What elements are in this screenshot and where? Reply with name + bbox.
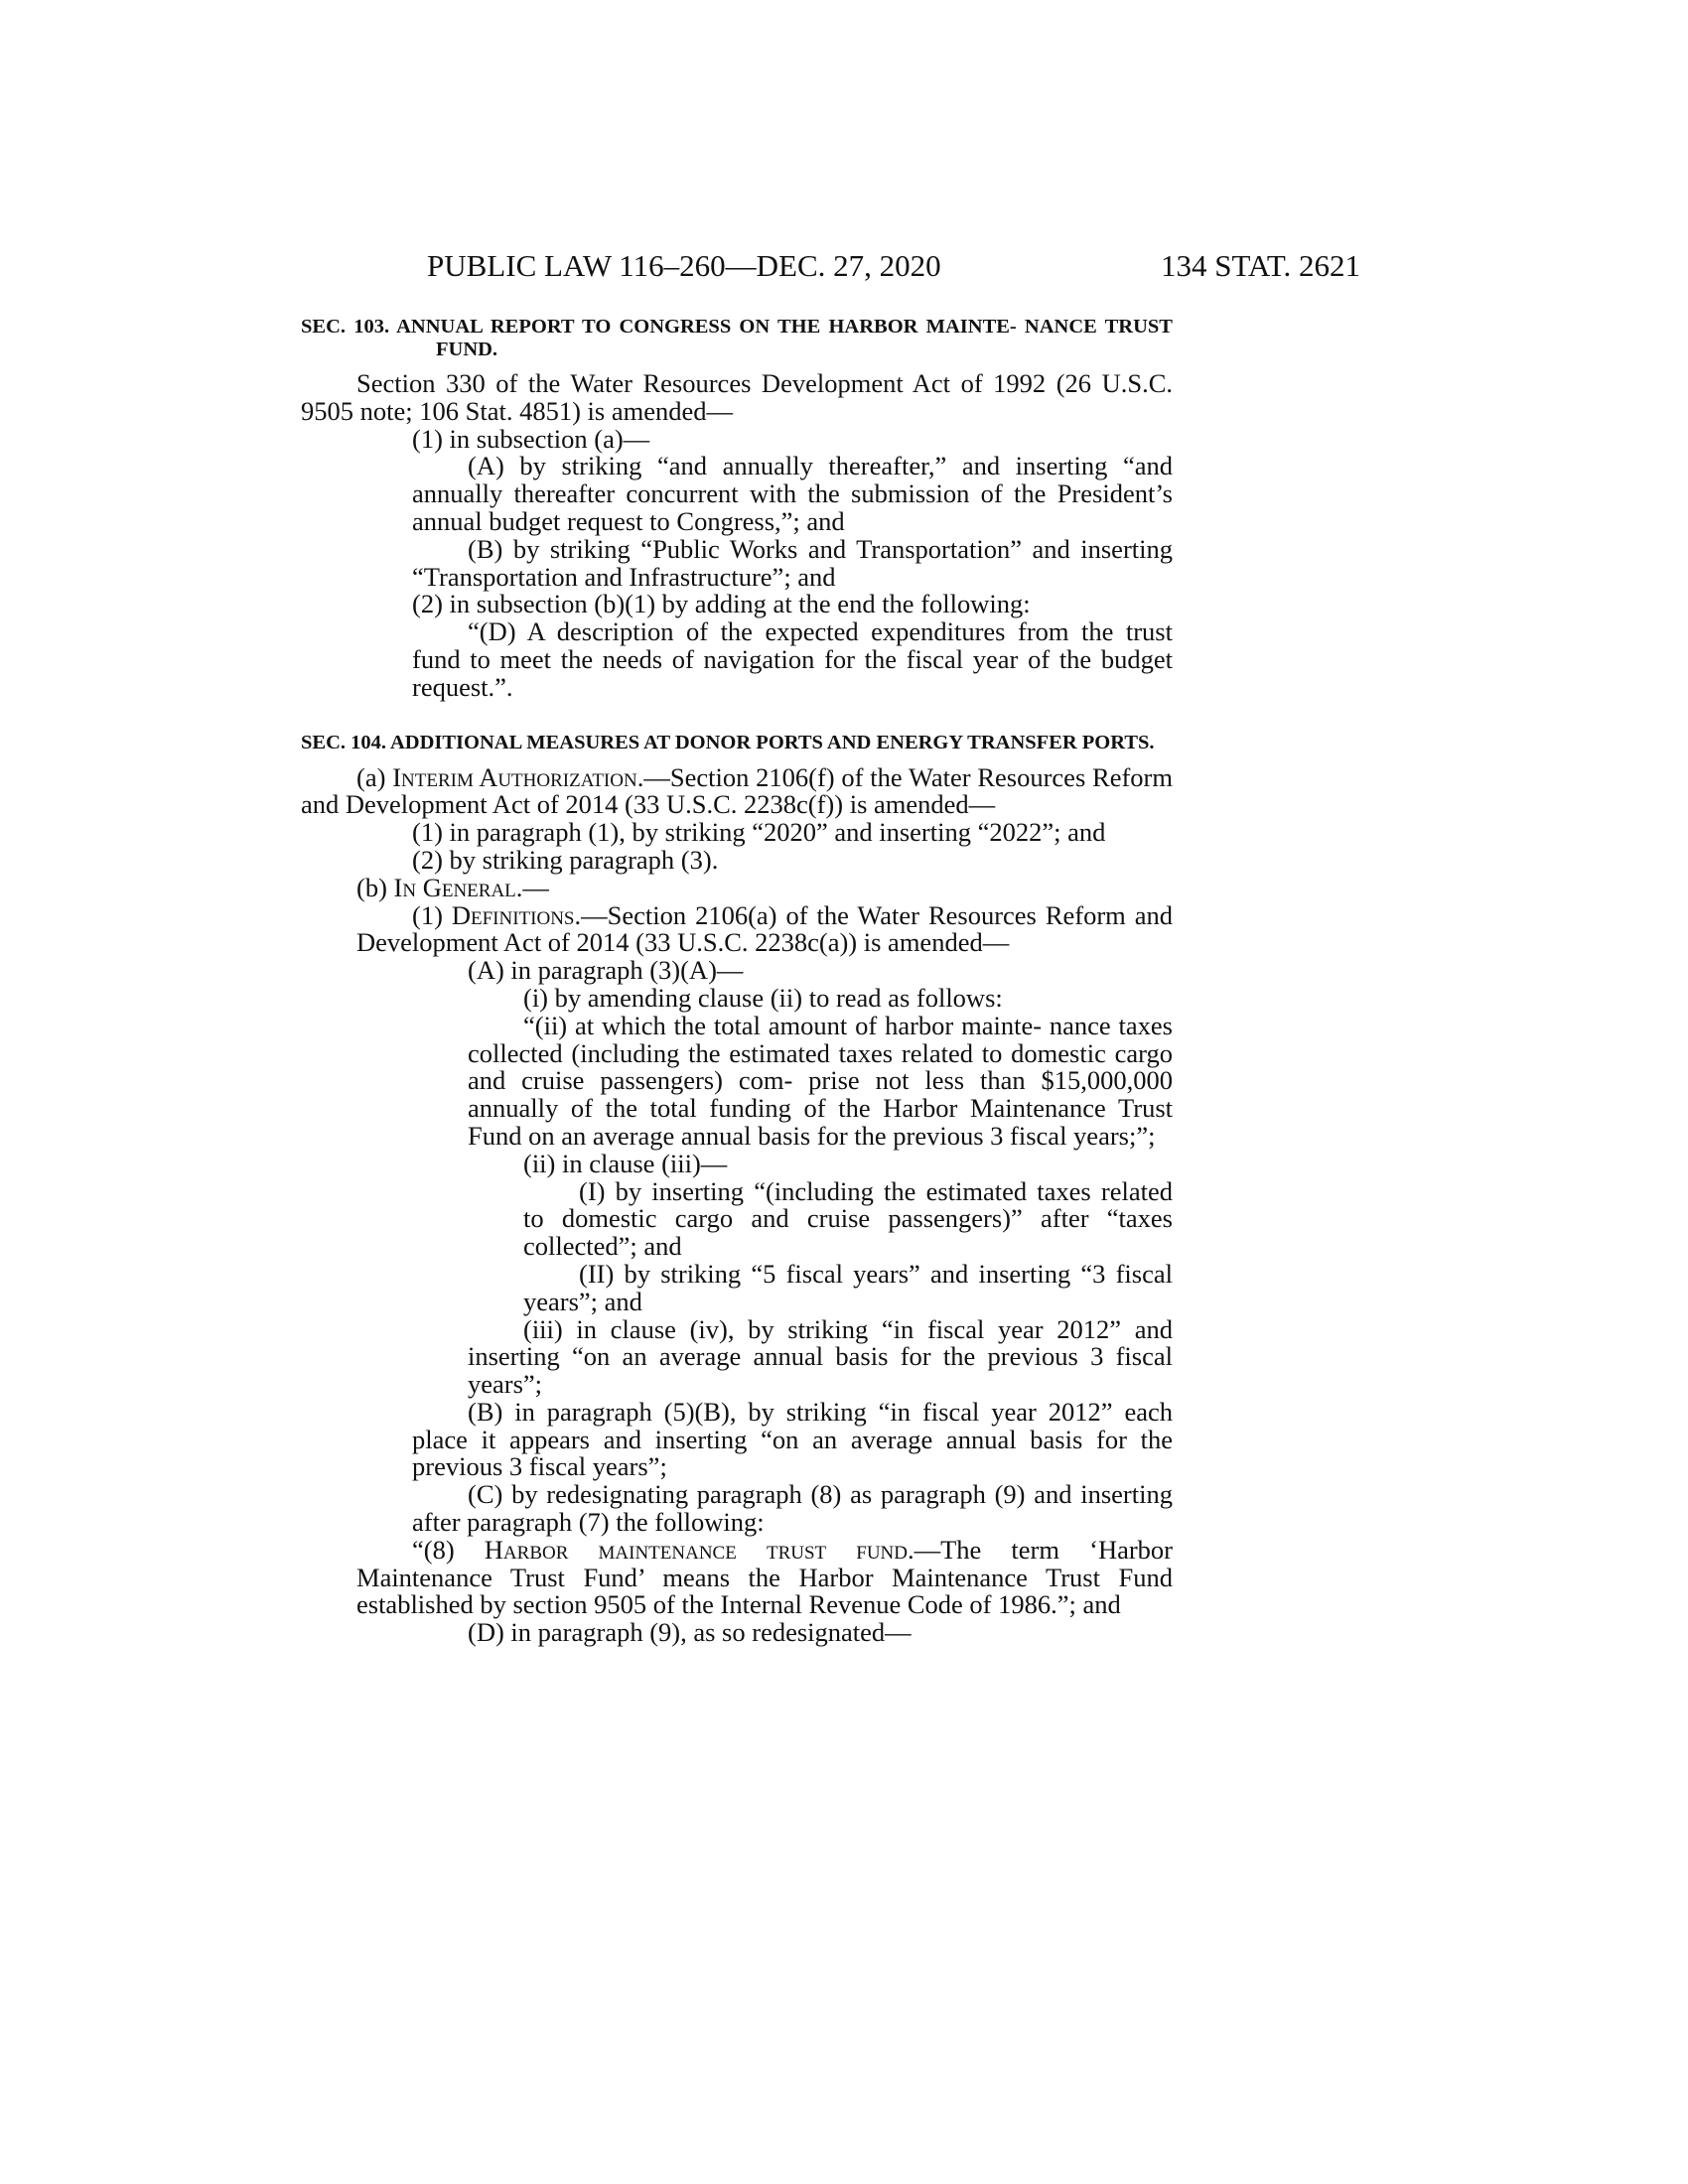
subparagraph-a: (A) by striking “and annually thereafter,” and inserting “and annually thereafter concurrent with the submission of the President’s annual budget request to Congress,”; and [412, 451, 1173, 536]
section-103-intro: Section 330 of the Water Resources Development Act of 1992 (26 U.S.C. 9505 note; 106 Stat. 4851) is amended— [301, 368, 1173, 426]
section-104-heading: SEC. 104. ADDITIONAL MEASURES AT DONOR PORTS AND ENERGY TRANSFER PORTS. [301, 731, 1155, 753]
subparagraph-b: (B) by striking “Public Works and Transportation” and inserting “Transportation and Infrastructure”; and [412, 533, 1173, 592]
subsection-a-paragraph-1: (1) in paragraph (1), by striking “2020” and inserting “2022”; and [412, 817, 1106, 848]
subparagraph-b-104: (B) in paragraph (5)(B), by striking “in fiscal year 2012” each place it appears and inserting “on an average annual basis for the previous 3 fiscal years”; [412, 1396, 1173, 1482]
subsection-b-paragraph-1 [301, 899, 1174, 958]
subsection-b-text: .— [515, 872, 549, 902]
subclause-i: (I) by inserting “(including the estimated taxes related to domestic cargo and cruise passengers)” after “taxes collected”; and [523, 1175, 1173, 1262]
subsection-a-text: .—Section 2106(f) of the Water Resources Reform and Development Act of 2014 (33 U.S.C. 2238c(f)) is amended— [301, 761, 1173, 820]
paragraph-1: (1) in subsection (a)— [412, 423, 650, 454]
public-law-citation: PUBLIC LAW 116–260—DEC. 27, 2020 [427, 248, 941, 283]
subsection-a-caption: Interim Authorization [392, 761, 637, 792]
section-103-heading: SEC. 103. ANNUAL REPORT TO CONGRESS ON THE HARBOR MAINTE- NANCE TRUST FUND. [301, 316, 1173, 360]
subparagraph-d-104: (D) in paragraph (9), as so redesignated— [468, 1617, 912, 1648]
clause-i: (i) by amending clause (ii) to read as follows: [523, 982, 1003, 1013]
quoted-paragraph-8-text: .—The term ‘Harbor Maintenance Trust Fund’ means the Harbor Maintenance Trust Fund established by section 9505 of the Internal Revenue Code of 1986.”; and [356, 1534, 1173, 1620]
definitions-text: .—Section 2106(a) of the Water Resources Reform and Development Act of 2014 (33 U.S.C. 2238c(a)) is amended— [356, 899, 1174, 958]
page-header [427, 246, 1360, 286]
definitions-caption: Definitions [451, 899, 575, 930]
subsection-a [301, 761, 1173, 820]
quoted-paragraph-8 [301, 1534, 1173, 1620]
subsection-a-paragraph-2: (2) by striking paragraph (3). [412, 844, 719, 875]
subclause-ii: (II) by striking “5 fiscal years” and inserting “3 fiscal years”; and [523, 1258, 1173, 1316]
clause-ii: (ii) in clause (iii)— [523, 1148, 728, 1178]
subsection-b [301, 872, 1173, 902]
quoted-subparagraph-d: “(D) A description of the expected expenditures from the trust fund to meet the needs of navigation for the fiscal year of the budget request.”. [412, 616, 1173, 702]
paragraph-2: (2) in subsection (b)(1) by adding at the end the following: [412, 589, 1031, 619]
subparagraph-a-104: (A) in paragraph (3)(A)— [468, 955, 744, 986]
subsection-a-label: (a) [356, 761, 393, 792]
subsection-b-label: (b) [356, 872, 394, 902]
quoted-clause-ii: “(ii) at which the total amount of harbor mainte- nance taxes collected (including the estimated taxes related to domestic cargo and cruise passengers) com- prise not less than $15,000,000 annually of the total funding of the Harbor Maintenance Trust Fund on an average annual basis for the previous 3 fiscal years;”; [468, 1010, 1173, 1151]
statute-page-number: 134 STAT. 2621 [1160, 248, 1360, 283]
subparagraph-c-104: (C) by redesignating paragraph (8) as paragraph (9) and inserting after paragraph (7) the following: [412, 1479, 1173, 1538]
clause-iii: (iii) in clause (iv), by striking “in fiscal year 2012” and inserting “on an average annual basis for the previous 3 fiscal years”; [468, 1313, 1173, 1400]
quoted-paragraph-8-caption: Harbor maintenance trust fund [484, 1534, 908, 1565]
document-body [301, 316, 1173, 1647]
quoted-paragraph-8-label: “(8) [412, 1534, 485, 1565]
subsection-b-caption: In General [393, 872, 516, 902]
definitions-label: (1) [412, 899, 452, 930]
